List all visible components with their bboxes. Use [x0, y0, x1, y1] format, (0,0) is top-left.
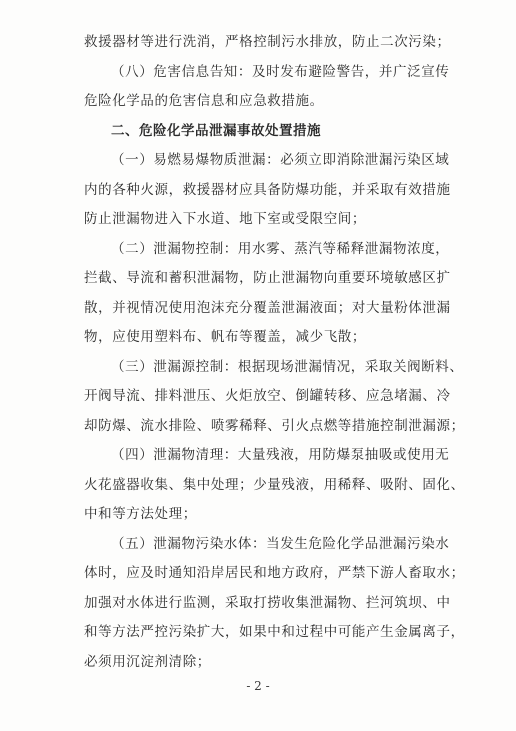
- paragraph-line: 内的各种火源，救援器材应具备防爆功能，并采取有效措施: [84, 181, 451, 198]
- paragraph-line: 防止泄漏物进入下水道、地下室或受限空间；: [84, 211, 366, 227]
- paragraph-line: （一）易燃易爆物质泄漏：必须立即消除泄漏污染区域: [111, 152, 450, 168]
- paragraph-line: 却防爆、流水排险、喷雾稀释、引火点燃等措施控制泄漏源；: [84, 417, 465, 434]
- paragraph-line: 体时，应及时通知沿岸居民和地方政府，严禁下游人畜取水；: [84, 565, 465, 581]
- paragraph-line: （四）泄漏物清理：大量残液，用防爆泵抽吸或使用无: [111, 447, 450, 463]
- paragraph-line: 和等方法严控污染扩大，如果中和过程中可能产生金属离子，: [84, 624, 465, 640]
- section-heading: 二、危险化学品泄漏事故处置措施: [111, 122, 321, 139]
- paragraph-line: 火花盛器收集、集中处理；少量残液，用稀释、吸附、固化、: [84, 476, 465, 493]
- paragraph-line: （五）泄漏物污染水体：当发生危险化学品泄漏污染水: [111, 535, 450, 552]
- paragraph-line: 必须用沉淀剂清除；: [84, 653, 211, 670]
- paragraph-line: 危险化学品的危害信息和应急救措施。: [84, 93, 324, 109]
- paragraph-line: 拦截、导流和蓄积泄漏物，防止泄漏物向重要环境敏感区扩: [84, 270, 451, 286]
- paragraph-line: 物，应使用塑料布、帆布等覆盖，减少飞散；: [84, 329, 366, 345]
- paragraph-line: 救援器材等进行洗消，严格控制污水排放，防止二次污染；: [84, 34, 451, 50]
- document-body: [84, 28, 465, 677]
- paragraph-line: 中和等方法处理；: [84, 506, 197, 522]
- paragraph-line: （八）危害信息告知：及时发布避险警告，并广泛宣传: [111, 63, 450, 80]
- paragraph-line: 加强对水体进行监测，采取打捞收集泄漏物、拦河筑坝、中: [84, 594, 451, 611]
- paragraph-line: （二）泄漏物控制：用水雾、蒸汽等稀释泄漏物浓度，: [111, 240, 450, 257]
- paragraph-line: 开阀导流、排料泄压、火炬放空、倒罐转移、应急堵漏、冷: [84, 388, 451, 404]
- paragraph-line: （三）泄漏源控制：根据现场泄漏情况，采取关阀断料、: [111, 358, 464, 375]
- paragraph-line: 散，并视情况使用泡沫充分覆盖泄漏液面；对大量粉体泄漏: [84, 299, 451, 316]
- page-number: - 2 -: [246, 679, 270, 693]
